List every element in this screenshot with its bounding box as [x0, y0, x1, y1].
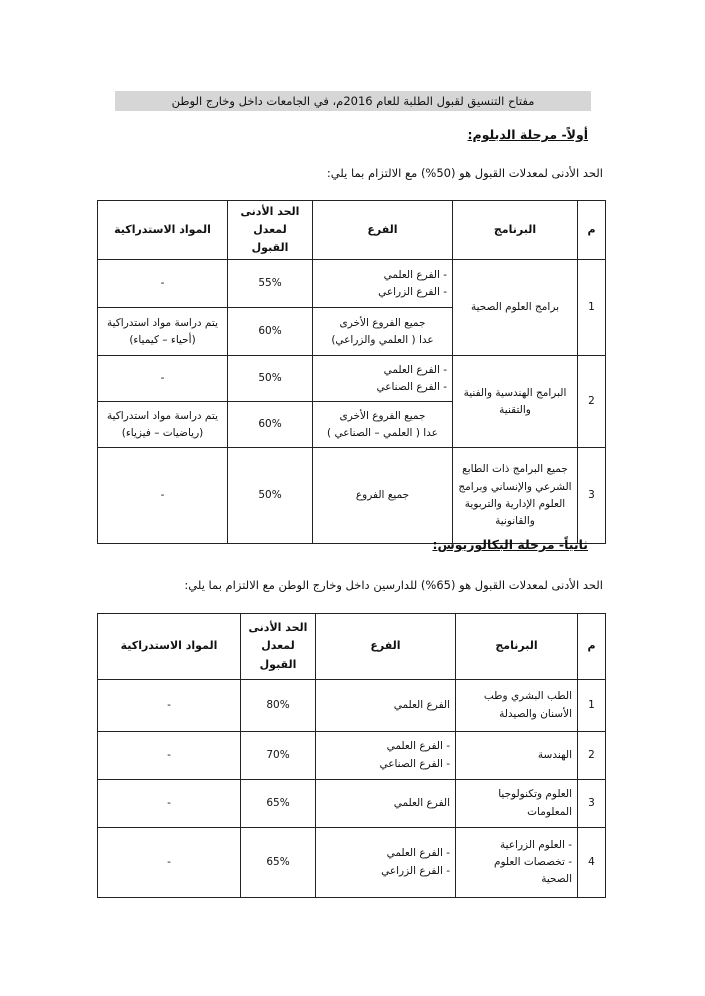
- row-program: الهندسة: [456, 732, 578, 780]
- row-program: جميع البرامج ذات الطابع الشرعي والإنساني وبرامج العلوم الإدارية والتربوية والقانونية: [453, 448, 578, 544]
- table-row: [98, 448, 606, 544]
- header-program: البرنامج: [456, 614, 578, 680]
- header-program: البرنامج: [453, 201, 578, 260]
- table-header-row: [98, 201, 606, 260]
- row-program: برامج العلوم الصحية: [453, 260, 578, 356]
- row-branch: الفرع العلمي: [316, 780, 456, 828]
- row-branch: - الفرع العلمي - الفرع الصناعي: [313, 356, 453, 402]
- row-remedial: -: [98, 260, 228, 308]
- table-row: [98, 828, 606, 898]
- row-rate: 60%: [228, 402, 313, 448]
- row-branch: - الفرع العلمي - الفرع الصناعي: [316, 732, 456, 780]
- table-row: [98, 260, 606, 308]
- row-program: البرامج الهندسية والفنية والتقنية: [453, 356, 578, 448]
- row-num: 1: [578, 260, 606, 356]
- row-rate: 65%: [241, 828, 316, 898]
- row-num: 4: [578, 828, 606, 898]
- row-branch: جميع الفروع الأخرى عدا ( العلمي – الصناعي ): [313, 402, 453, 448]
- row-rate: 50%: [228, 356, 313, 402]
- header-min-rate: الحد الأدنى لمعدل القبول: [228, 201, 313, 260]
- row-remedial: يتم دراسة مواد استدراكية (رياضيات – فيزياء): [98, 402, 228, 448]
- row-remedial: -: [98, 356, 228, 402]
- row-num: 2: [578, 732, 606, 780]
- diploma-table: [97, 200, 606, 544]
- row-rate: 60%: [228, 308, 313, 356]
- section2-heading: ثانياً- مرحلة البكالوريوس:: [432, 537, 588, 552]
- table-row: [98, 356, 606, 402]
- section1-intro: الحد الأدنى لمعدلات القبول هو (50%) مع الالتزام بما يلي:: [326, 166, 603, 180]
- section1-heading: أولاً- مرحلة الدبلوم:: [467, 127, 588, 142]
- table-row: [98, 680, 606, 732]
- row-rate: 65%: [241, 780, 316, 828]
- row-remedial: -: [98, 780, 241, 828]
- row-remedial: -: [98, 828, 241, 898]
- row-rate: 55%: [228, 260, 313, 308]
- header-num: م: [578, 614, 606, 680]
- table-row: [98, 732, 606, 780]
- row-program: العلوم وتكنولوجيا المعلومات: [456, 780, 578, 828]
- row-program: الطب البشري وطب الأسنان والصيدلة: [456, 680, 578, 732]
- row-remedial: -: [98, 448, 228, 544]
- row-rate: 50%: [228, 448, 313, 544]
- header-min-rate: الحد الأدنى لمعدل القبول: [241, 614, 316, 680]
- table-row: [98, 780, 606, 828]
- row-branch: - الفرع العلمي - الفرع الزراعي: [316, 828, 456, 898]
- row-branch: جميع الفروع: [313, 448, 453, 544]
- row-num: 1: [578, 680, 606, 732]
- row-branch: الفرع العلمي: [316, 680, 456, 732]
- header-num: م: [578, 201, 606, 260]
- header-branch: الفرع: [316, 614, 456, 680]
- document-title: مفتاح التنسيق لقبول الطلبة للعام 2016م، في الجامعات داخل وخارج الوطن: [115, 91, 591, 111]
- row-rate: 80%: [241, 680, 316, 732]
- section2-intro: الحد الأدنى لمعدلات القبول هو (65%) للدارسين داخل وخارج الوطن مع الالتزام بما يلي:: [184, 578, 603, 592]
- row-branch: - الفرع العلمي - الفرع الزراعي: [313, 260, 453, 308]
- header-remedial: المواد الاستدراكية: [98, 614, 241, 680]
- table-header-row: [98, 614, 606, 680]
- row-branch: جميع الفروع الأخرى عدا ( العلمي والزراعي): [313, 308, 453, 356]
- row-remedial: -: [98, 732, 241, 780]
- header-branch: الفرع: [313, 201, 453, 260]
- row-remedial: يتم دراسة مواد استدراكية (أحياء – كيمياء): [98, 308, 228, 356]
- row-num: 2: [578, 356, 606, 448]
- row-num: 3: [578, 448, 606, 544]
- row-rate: 70%: [241, 732, 316, 780]
- row-program: - العلوم الزراعية - تخصصات العلوم الصحية: [456, 828, 578, 898]
- row-num: 3: [578, 780, 606, 828]
- header-remedial: المواد الاستدراكية: [98, 201, 228, 260]
- bachelor-table: [97, 613, 606, 898]
- row-remedial: -: [98, 680, 241, 732]
